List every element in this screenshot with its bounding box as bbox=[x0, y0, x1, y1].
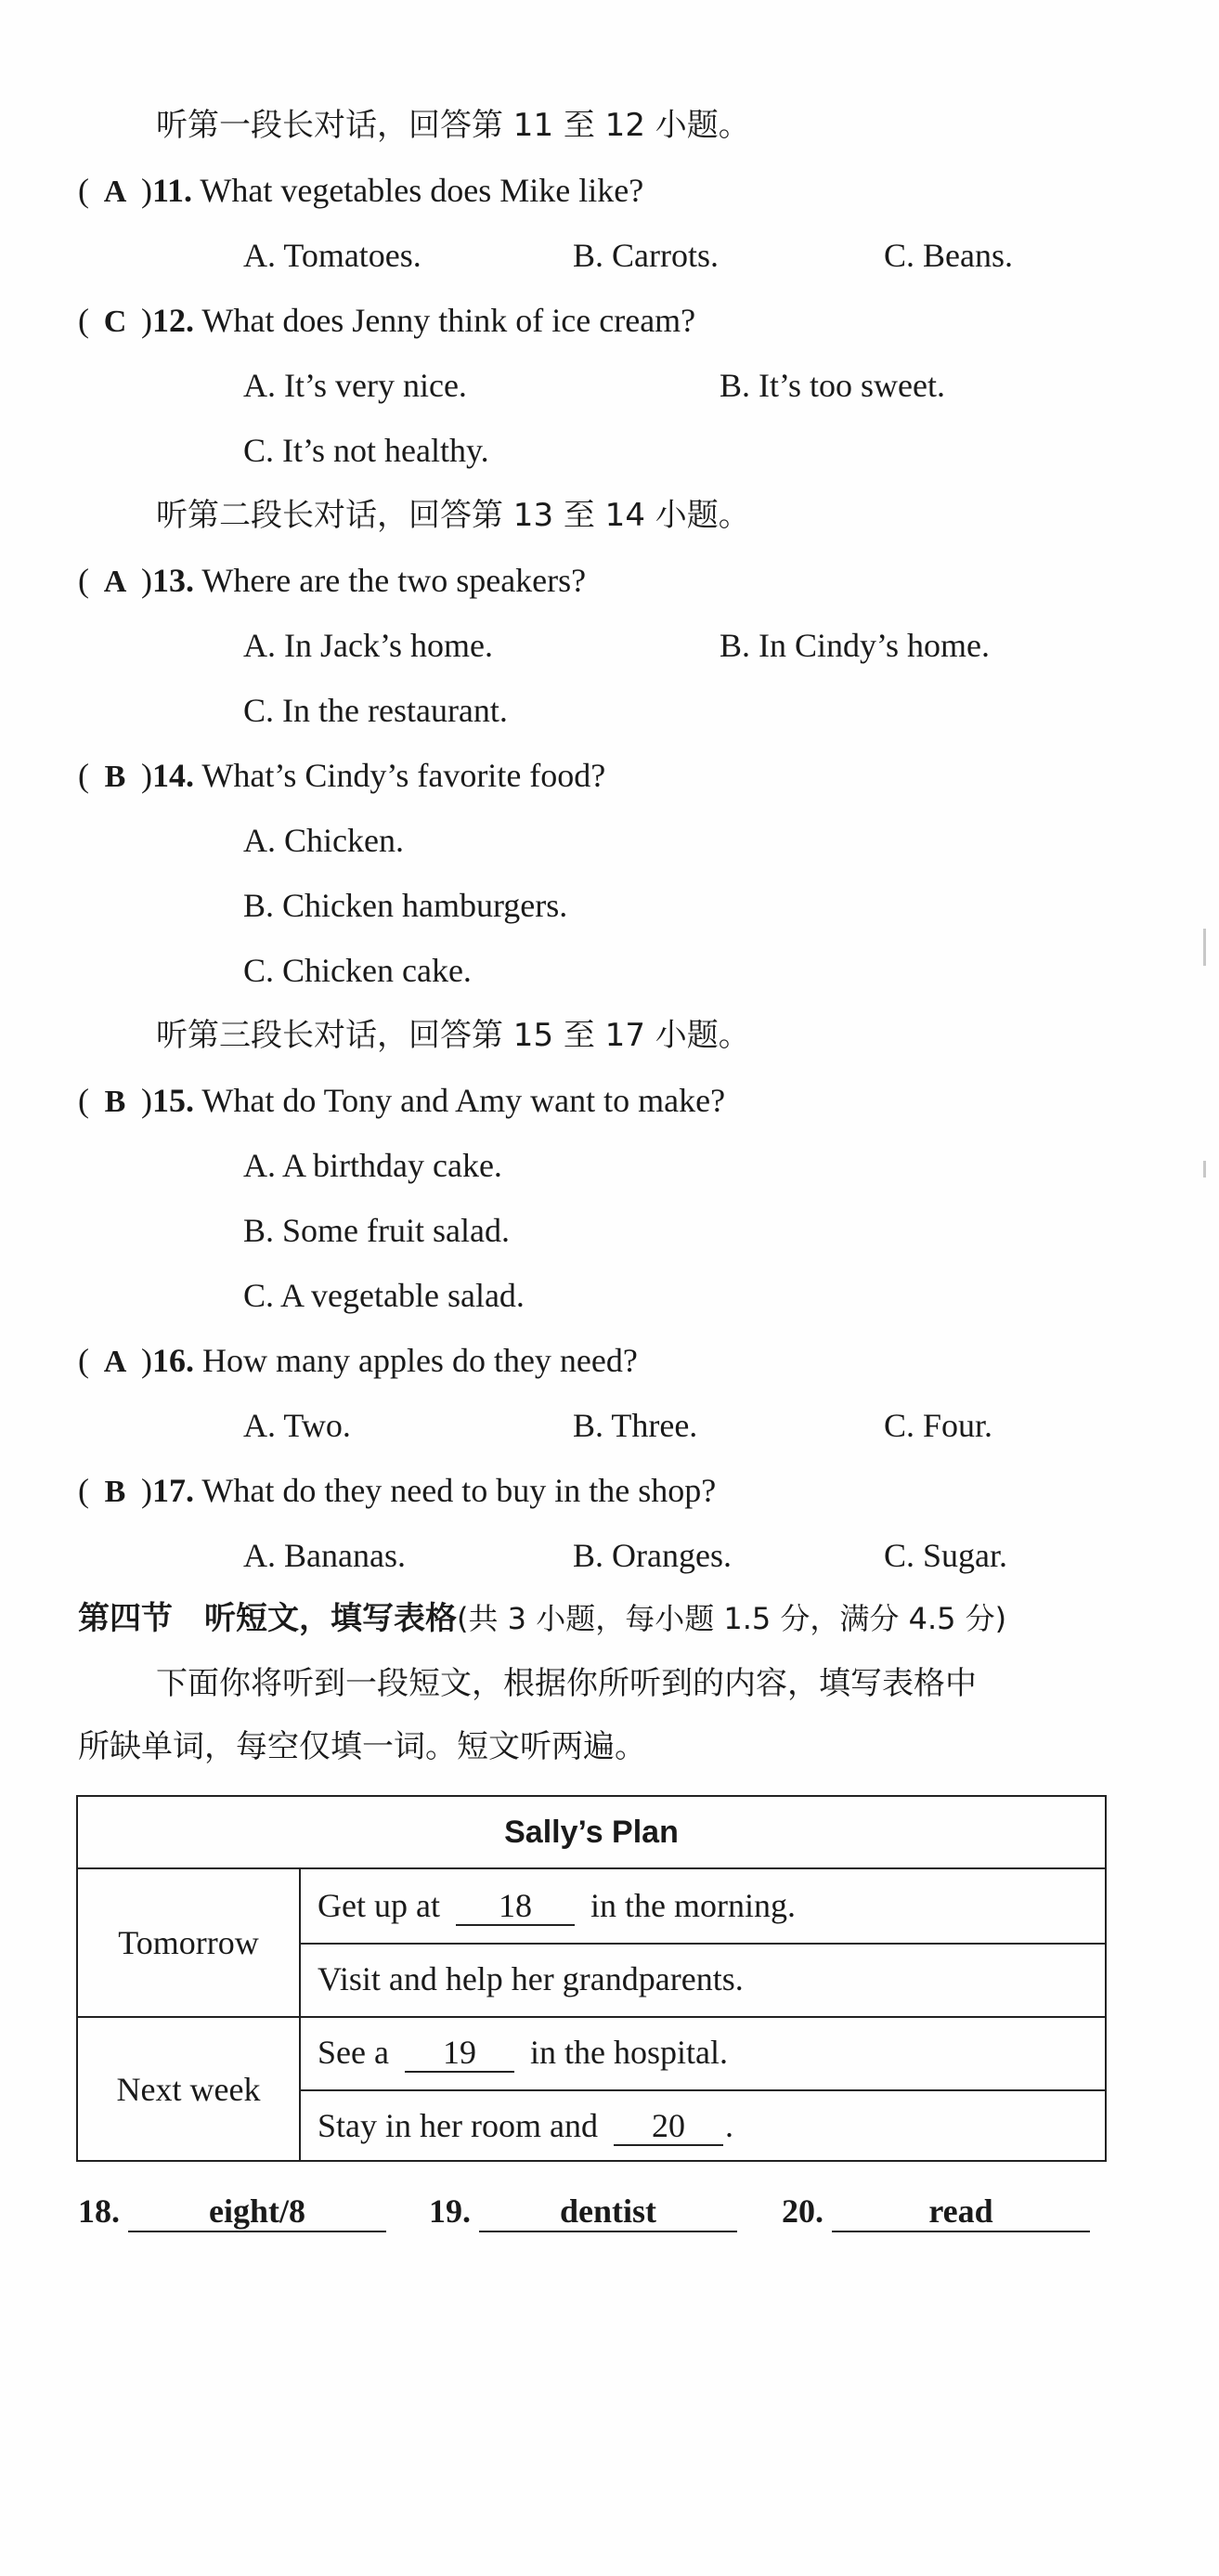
question-11-text: What vegetables does Mike like? bbox=[200, 172, 644, 209]
row-label-tomorrow: Tomorrow bbox=[118, 1924, 259, 1961]
question-16-option-c: C. Four. bbox=[884, 1407, 993, 1444]
answer-19 bbox=[429, 2190, 737, 2232]
question-11-number: 11. bbox=[152, 172, 193, 209]
question-14-number: 14. bbox=[152, 757, 194, 794]
cell-text: Get up at bbox=[318, 1887, 440, 1924]
table-divider bbox=[299, 1943, 1107, 1945]
question-15-option-a: A. A birthday cake. bbox=[243, 1147, 502, 1184]
cell-text: . bbox=[724, 2107, 733, 2144]
blank-18: 18 bbox=[456, 1887, 575, 1926]
question-13-option-c: C. In the restaurant. bbox=[243, 692, 508, 729]
question-11-option-b: B. Carrots. bbox=[573, 237, 719, 274]
answer-18-value: eight/8 bbox=[128, 2192, 386, 2232]
blank-19: 19 bbox=[405, 2034, 514, 2073]
part4-instructions-line2: 所缺单词，每空仅填一词。短文听两遍。 bbox=[78, 1728, 646, 1765]
question-13-answer: A bbox=[103, 565, 127, 599]
table-title: Sally’s Plan bbox=[78, 1797, 1105, 1869]
question-13-number: 13. bbox=[152, 562, 194, 599]
cell-text: Stay in her room and bbox=[318, 2107, 598, 2144]
question-15-number: 15. bbox=[152, 1082, 194, 1119]
dialog3-intro: 听第三段长对话，回答第 15 至 17 小题。 bbox=[156, 1017, 750, 1054]
question-17-option-a: A. Bananas. bbox=[243, 1537, 406, 1574]
answer-20 bbox=[782, 2190, 1090, 2232]
part4-title-points: (共 3 小题，每小题 1.5 分，满分 4.5 分) bbox=[457, 1601, 1007, 1636]
question-16-option-a: A. Two. bbox=[243, 1407, 351, 1444]
question-15: ( B )15. What do Tony and Amy want to make? bbox=[78, 1079, 725, 1124]
part4-title bbox=[78, 1597, 1006, 1640]
question-17-answer: B bbox=[104, 1475, 126, 1509]
answer-20-value: read bbox=[832, 2192, 1090, 2232]
question-15-text: What do Tony and Amy want to make? bbox=[201, 1082, 726, 1119]
question-14-text: What’s Cindy’s favorite food? bbox=[201, 757, 606, 794]
part4-title-main: 第四节 听短文，填写表格 bbox=[78, 1600, 457, 1637]
cell-text: in the morning. bbox=[590, 1887, 796, 1924]
question-12-answer: C bbox=[103, 305, 127, 339]
question-14-option-b: B. Chicken hamburgers. bbox=[243, 887, 568, 924]
question-12-option-b: B. It’s too sweet. bbox=[720, 367, 945, 404]
row-label-next-week: Next week bbox=[116, 2070, 261, 2108]
table-cell-stay bbox=[318, 2104, 733, 2147]
question-17-text: What do they need to buy in the shop? bbox=[201, 1472, 717, 1509]
question-13-option-a: A. In Jack’s home. bbox=[243, 627, 493, 664]
question-12-option-c: C. It’s not healthy. bbox=[243, 432, 489, 469]
question-13: ( A )13. Where are the two speakers? bbox=[78, 559, 586, 604]
question-12: ( C )12. What does Jenny think of ice cream? bbox=[78, 299, 695, 344]
question-17-number: 17. bbox=[152, 1472, 194, 1509]
answer-19-value: dentist bbox=[479, 2192, 737, 2232]
question-11-option-c: C. Beans. bbox=[884, 237, 1013, 274]
question-12-number: 12. bbox=[152, 302, 194, 339]
question-16-text: How many apples do they need? bbox=[202, 1342, 638, 1379]
question-11-answer: A bbox=[103, 175, 127, 209]
question-14-option-c: C. Chicken cake. bbox=[243, 952, 472, 989]
answer-20-number: 20. bbox=[782, 2192, 823, 2230]
question-16: ( A )16. How many apples do they need? bbox=[78, 1339, 638, 1384]
question-11-option-a: A. Tomatoes. bbox=[243, 237, 421, 274]
blank-20: 20 bbox=[614, 2107, 723, 2146]
question-11: ( A )11. What vegetables does Mike like? bbox=[78, 169, 643, 214]
question-12-text: What does Jenny think of ice cream? bbox=[201, 302, 696, 339]
question-14-option-a: A. Chicken. bbox=[243, 822, 404, 859]
question-14: ( B )14. What’s Cindy’s favorite food? bbox=[78, 754, 605, 799]
question-16-option-b: B. Three. bbox=[573, 1407, 698, 1444]
dialog1-intro: 听第一段长对话，回答第 11 至 12 小题。 bbox=[156, 107, 750, 144]
question-13-option-b: B. In Cindy’s home. bbox=[720, 627, 991, 664]
question-17-option-b: B. Oranges. bbox=[573, 1537, 732, 1574]
question-17-option-c: C. Sugar. bbox=[884, 1537, 1008, 1574]
question-15-answer: B bbox=[104, 1085, 126, 1119]
table-cell-visit: Visit and help her grandparents. bbox=[318, 1960, 744, 1997]
question-15-option-c: C. A vegetable salad. bbox=[243, 1277, 525, 1314]
table-cell-get-up bbox=[318, 1884, 796, 1927]
question-14-answer: B bbox=[104, 760, 126, 794]
scan-mark bbox=[1203, 929, 1206, 966]
answer-18-number: 18. bbox=[78, 2192, 120, 2230]
question-15-option-b: B. Some fruit salad. bbox=[243, 1212, 510, 1249]
question-16-answer: A bbox=[103, 1345, 127, 1379]
dialog2-intro: 听第二段长对话，回答第 13 至 14 小题。 bbox=[156, 497, 750, 534]
question-12-option-a: A. It’s very nice. bbox=[243, 367, 467, 404]
answer-19-number: 19. bbox=[429, 2192, 471, 2230]
question-13-text: Where are the two speakers? bbox=[201, 562, 587, 599]
question-16-number: 16. bbox=[152, 1342, 194, 1379]
table-cell-see bbox=[318, 2031, 728, 2074]
sallys-plan-table bbox=[76, 1795, 1107, 2162]
part4-instructions-line1: 下面你将听到一段短文，根据你所听到的内容，填写表格中 bbox=[156, 1665, 977, 1702]
question-17: ( B )17. What do they need to buy in the shop? bbox=[78, 1469, 716, 1514]
cell-text: See a bbox=[318, 2034, 389, 2071]
scan-mark bbox=[1203, 1161, 1206, 1177]
table-divider bbox=[299, 2089, 1107, 2091]
answer-18 bbox=[78, 2190, 386, 2232]
cell-text: in the hospital. bbox=[529, 2034, 728, 2071]
